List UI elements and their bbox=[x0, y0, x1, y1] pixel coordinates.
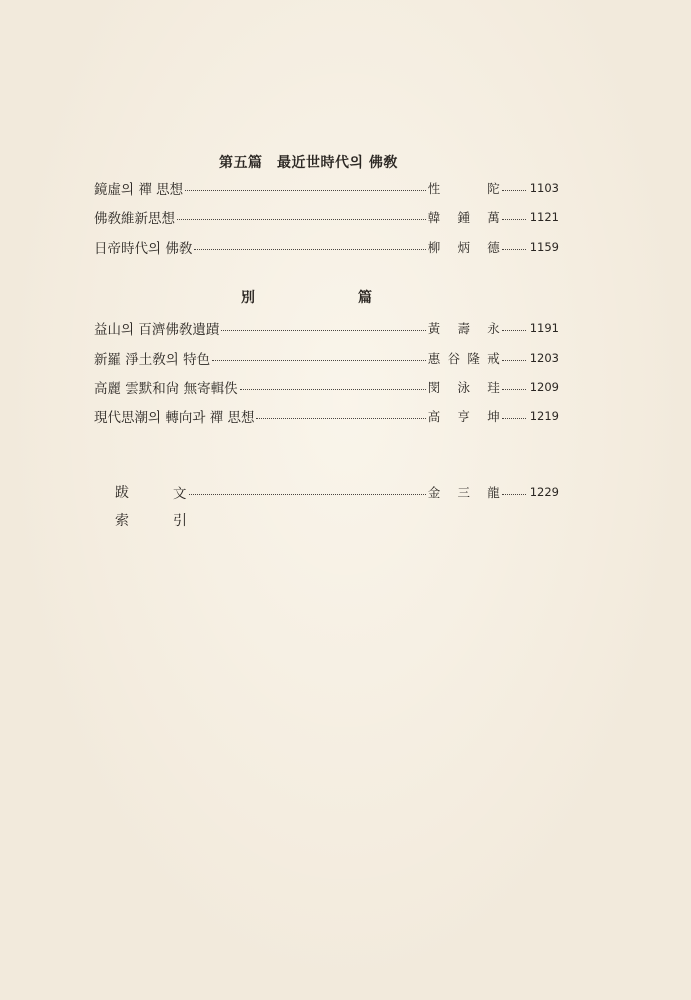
toc-entry[interactable] bbox=[94, 318, 559, 338]
entry-page-number: 1203 bbox=[529, 351, 559, 365]
toc-entry[interactable] bbox=[94, 406, 559, 426]
entry-page-number: 1219 bbox=[529, 409, 559, 423]
toc-entry[interactable] bbox=[94, 237, 559, 257]
entry-title: 新羅 淨土敎의 特色 bbox=[94, 352, 211, 368]
entry-title: 高麗 雲默和尙 無寄輯佚 bbox=[94, 381, 238, 397]
entry-author: 黃 壽 永 bbox=[427, 321, 500, 336]
dot-leader bbox=[189, 494, 426, 495]
index-label-second[interactable]: 引 bbox=[173, 513, 187, 529]
postscript-label-first: 跋 bbox=[115, 485, 129, 501]
entry-author: 惠 谷 隆 戒 bbox=[427, 351, 500, 366]
entry-page-number: 1103 bbox=[529, 181, 559, 195]
dot-leader bbox=[502, 418, 526, 419]
entry-author: 性 陀 bbox=[427, 181, 500, 196]
entry-author: 閔 泳 珪 bbox=[427, 380, 500, 395]
entry-author: 韓 鍾 萬 bbox=[427, 210, 500, 225]
dot-leader bbox=[240, 389, 426, 390]
entry-page-number: 1121 bbox=[529, 210, 559, 224]
dot-leader bbox=[502, 389, 526, 390]
entry-title: 日帝時代의 佛敎 bbox=[94, 241, 193, 257]
dot-leader bbox=[502, 190, 526, 191]
entry-page-number: 1159 bbox=[529, 240, 559, 254]
toc-entry[interactable] bbox=[94, 377, 559, 397]
entry-page-number: 1209 bbox=[529, 380, 559, 394]
dot-leader bbox=[502, 494, 526, 495]
part-five-heading: 第五篇 最近世時代의 佛敎 bbox=[219, 155, 398, 171]
dot-leader bbox=[502, 219, 526, 220]
dot-leader bbox=[177, 219, 426, 220]
appendix-heading-right: 篇 bbox=[358, 290, 372, 306]
dot-leader bbox=[194, 249, 425, 250]
entry-author: 高 亨 坤 bbox=[427, 409, 500, 424]
dot-leader bbox=[221, 330, 425, 331]
toc-entry[interactable] bbox=[94, 207, 559, 227]
entry-author: 金 三 龍 bbox=[427, 485, 500, 500]
entry-title: 佛敎維新思想 bbox=[94, 211, 175, 227]
entry-title: 現代思潮의 轉向과 禪 思想 bbox=[94, 410, 255, 426]
toc-entry[interactable] bbox=[94, 178, 559, 198]
toc-entry-postscript[interactable] bbox=[173, 482, 559, 502]
dot-leader bbox=[256, 418, 425, 419]
entry-author: 柳 炳 德 bbox=[427, 240, 500, 255]
postscript-label-second: 文 bbox=[173, 486, 187, 502]
entry-title: 鏡虛의 禪 思想 bbox=[94, 182, 184, 198]
dot-leader bbox=[212, 360, 426, 361]
entry-title: 益山의 百濟佛敎遺蹟 bbox=[94, 322, 220, 338]
dot-leader bbox=[502, 360, 526, 361]
dot-leader bbox=[502, 249, 526, 250]
appendix-heading-left: 別 bbox=[241, 290, 255, 306]
dot-leader bbox=[185, 190, 426, 191]
toc-entry[interactable] bbox=[94, 348, 559, 368]
index-label-first[interactable]: 索 bbox=[115, 513, 129, 529]
dot-leader bbox=[502, 330, 526, 331]
entry-page-number: 1229 bbox=[529, 485, 559, 499]
entry-page-number: 1191 bbox=[529, 321, 559, 335]
